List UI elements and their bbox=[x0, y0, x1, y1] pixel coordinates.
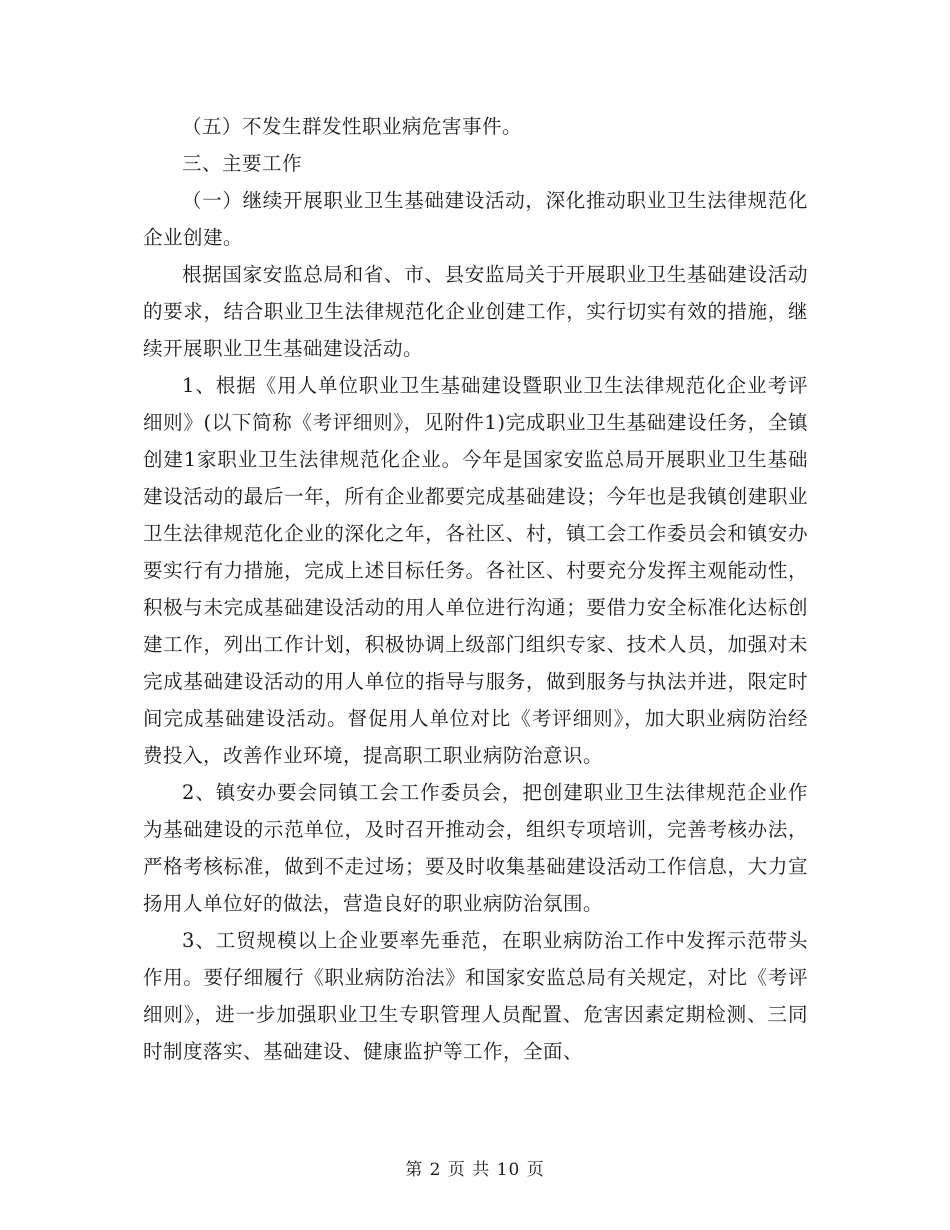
section-heading-main-work: 三、主要工作 bbox=[182, 152, 303, 175]
paragraph-item-5: （五）不发生群发性职业病危害事件。 bbox=[182, 115, 523, 138]
numbered-paragraph-1: 1、根据《用人单位职业卫生基础建设暨职业卫生法律规范化企业考评细则》(以下简称《考评细则》，见附件1)完成职业卫生基础建设任务，全镇创建1家职业卫生法律规范化企业。今年是国家安监总局开展职业卫生基础建设活动的最后一年，所有企业都要完成基础建设；今年也是我镇创建职业卫生法律规范化企业的深化之年，各社区、村，镇工会工作委员会和镇安办要实行有力措施，完成上述目标任务。各社区、村要充分发挥主观能动性，积极与未完成基础建设活动的用人单位进行沟通；要借力安全标准化达标创建工作，列出工作计划，积极协调上级部门组织专家、技术人员，加强对未完成基础建设活动的用人单位的指导与服务，做到服务与执法并进，限定时间完成基础建设活动。督促用人单位对比《考评细则》，加大职业病防治经费投入，改善作业环境，提高职工职业病防治意识。 bbox=[143, 374, 808, 767]
page-number-footer: 第 2 页 共 10 页 bbox=[405, 1160, 545, 1180]
subsection-heading-1: （一）继续开展职业卫生基础建设活动，深化推动职业卫生法律规范化企业创建。 bbox=[143, 189, 808, 249]
numbered-paragraph-2: 2、镇安办要会同镇工会工作委员会，把创建职业卫生法律规范企业作为基础建设的示范单位，及时召开推动会，组织专项培训，完善考核办法，严格考核标准，做到不走过场；要及时收集基础建设活动工作信息，大力宣扬用人单位好的做法，营造良好的职业病防治氛围。 bbox=[143, 781, 808, 915]
body-paragraph-intro: 根据国家安监总局和省、市、县安监局关于开展职业卫生基础建设活动的要求，结合职业卫生法律规范化企业创建工作，实行切实有效的措施，继续开展职业卫生基础建设活动。 bbox=[143, 263, 808, 360]
numbered-paragraph-3: 3、工贸规模以上企业要率先垂范，在职业病防治工作中发挥示范带头作用。要仔细履行《职业病防治法》和国家安监总局有关规定，对比《考评细则》，进一步加强职业卫生专职管理人员配置、危害因素定期检测、三同时制度落实、基础建设、健康监护等工作，全面、 bbox=[143, 929, 808, 1063]
document-body bbox=[143, 108, 808, 1070]
